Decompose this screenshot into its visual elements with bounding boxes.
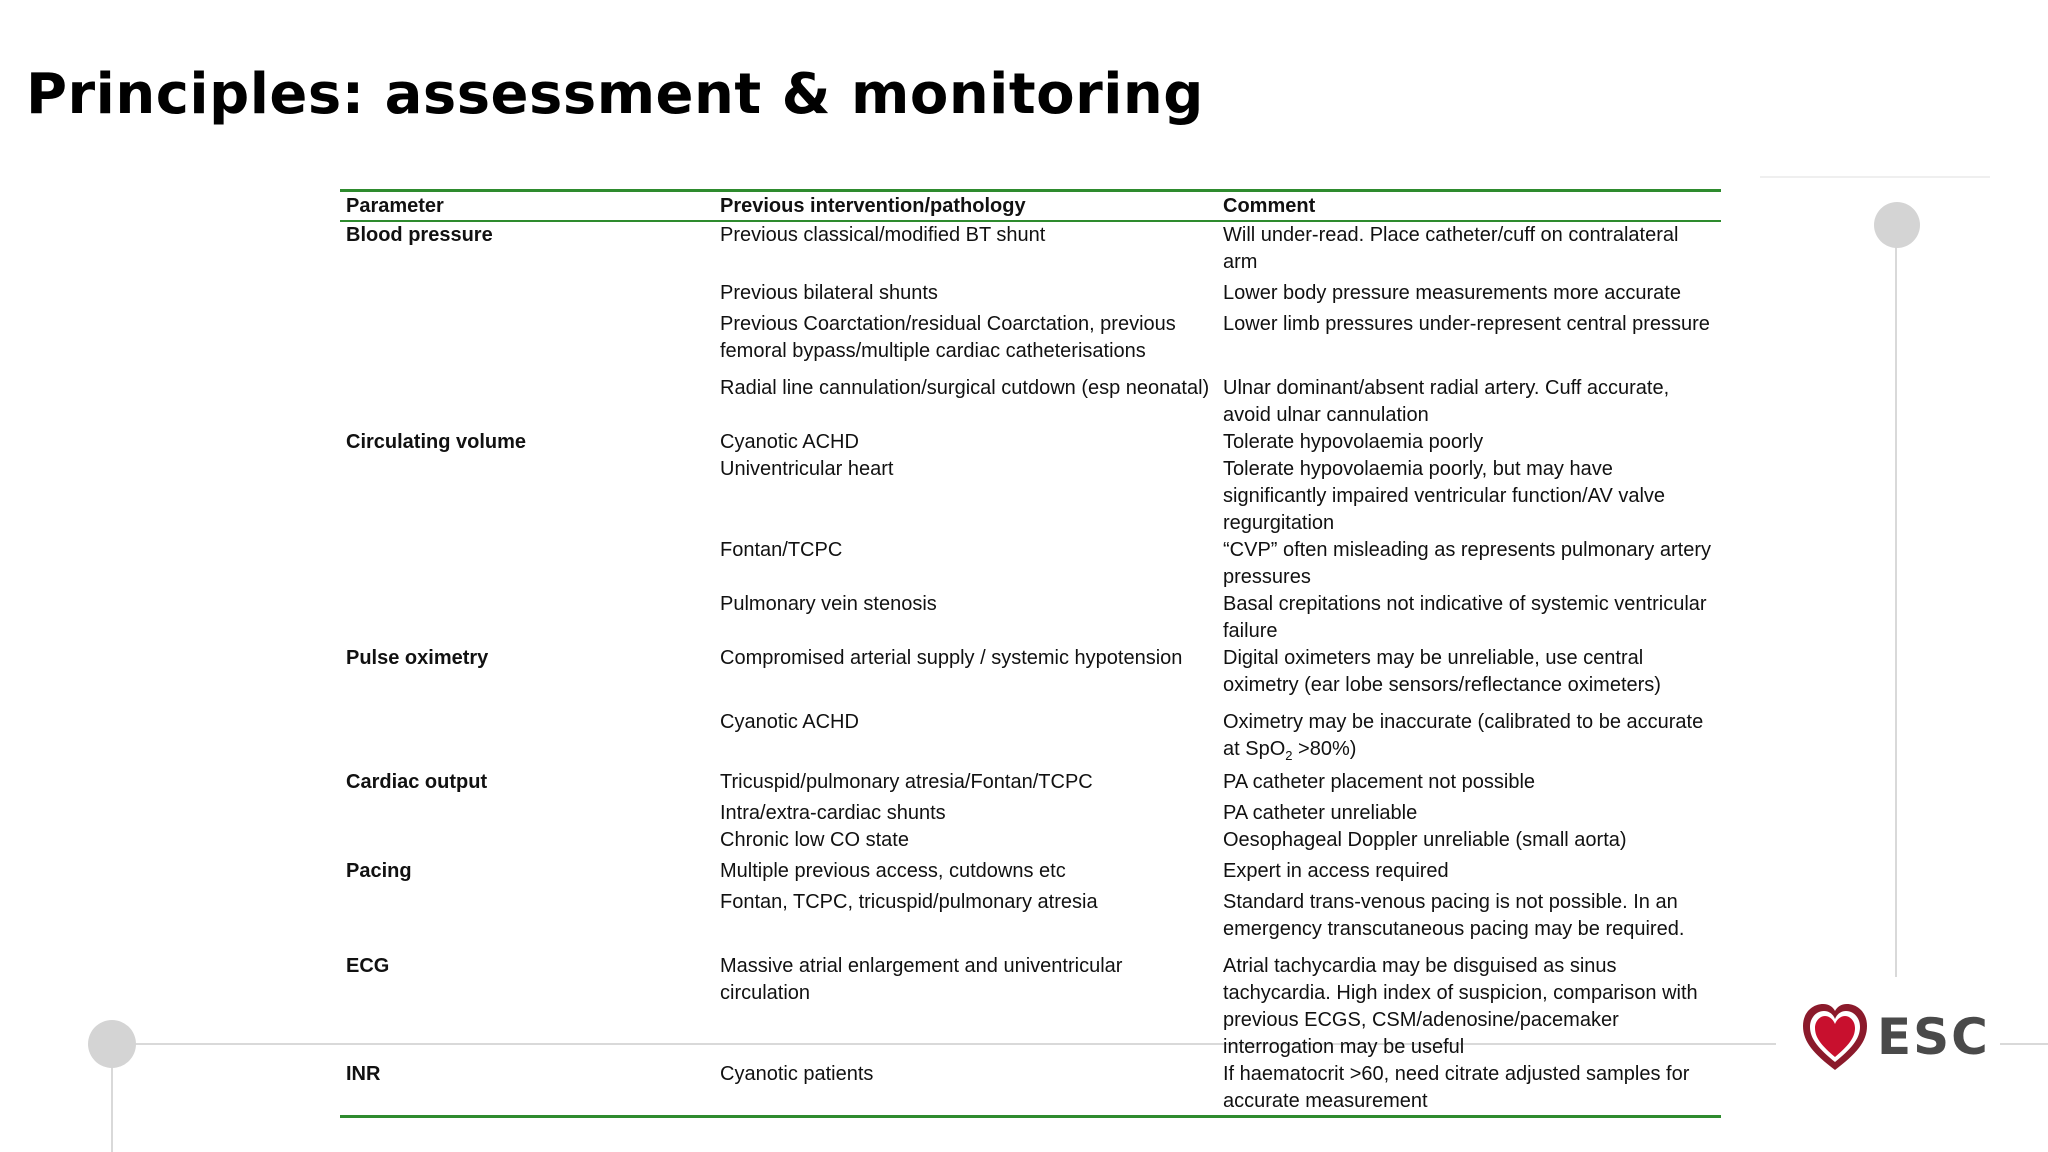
comment-text-end: >80%) <box>1292 738 1357 760</box>
table-header-row <box>340 192 1721 220</box>
row-parameter: Pulse oximetry <box>346 647 489 669</box>
table-row <box>340 276 1721 307</box>
subscript-2: 2 <box>1285 748 1293 763</box>
row-pathology: Intra/extra-cardiac shunts <box>720 802 946 824</box>
row-parameter <box>340 827 714 854</box>
row-comment: PA catheter placement not possible <box>1223 771 1536 793</box>
header-parameter: Parameter <box>346 195 444 217</box>
header-pathology: Previous intervention/pathology <box>720 195 1026 217</box>
row-pathology: Compromised arterial supply / systemic hypotension <box>720 647 1183 669</box>
row-pathology: Fontan/TCPC <box>720 539 843 561</box>
row-pathology: Previous classical/modified BT shunt <box>720 224 1046 246</box>
decor-dot-left <box>88 1020 136 1068</box>
table-row <box>340 943 1721 1061</box>
row-comment <box>1217 699 1721 769</box>
row-pathology: Tricuspid/pulmonary atresia/Fontan/TCPC <box>720 771 1093 793</box>
table-row <box>340 429 1721 456</box>
row-pathology: Pulmonary vein stenosis <box>720 593 937 615</box>
table-row <box>340 307 1721 365</box>
row-comment: PA catheter unreliable <box>1223 802 1418 824</box>
row-comment: Standard trans-venous pacing is not possible. In an emergency transcutaneous pacing may be required. <box>1223 891 1685 940</box>
row-comment: Lower body pressure measurements more accurate <box>1223 282 1681 304</box>
row-comment: Lower limb pressures under-represent central pressure <box>1223 313 1710 335</box>
row-comment: Will under-read. Place catheter/cuff on contralateral arm <box>1223 224 1679 273</box>
row-pathology: Previous Coarctation/residual Coarctation, previous femoral bypass/multiple cardiac catheterisations <box>720 313 1176 362</box>
row-comment: Oesophageal Doppler unreliable (small aorta) <box>1223 829 1627 851</box>
row-parameter <box>340 796 714 827</box>
row-pathology: Cyanotic ACHD <box>720 711 859 733</box>
row-pathology: Massive atrial enlargement and univentricular circulation <box>720 955 1123 1004</box>
heart-icon <box>1800 1000 1870 1076</box>
row-pathology: Chronic low CO state <box>720 829 909 851</box>
decor-line-left-vertical <box>111 1060 113 1152</box>
row-comment: Tolerate hypovolaemia poorly, but may have significantly impaired ventricular function/AV valve regurgitation <box>1223 458 1666 534</box>
table-bottom-rule <box>340 1115 1721 1118</box>
row-parameter <box>340 885 714 943</box>
table-row <box>340 365 1721 429</box>
table-row <box>340 885 1721 943</box>
row-pathology: Radial line cannulation/surgical cutdown (esp neonatal) <box>720 377 1210 399</box>
comment-text: Oximetry may be inaccurate (calibrated to be accurate at SpO <box>1223 711 1704 760</box>
slide-title: Principles: assessment & monitoring <box>26 62 1204 127</box>
table-row <box>340 456 1721 537</box>
row-parameter <box>340 365 714 429</box>
assessment-table <box>340 189 1721 1118</box>
row-pathology: Cyanotic ACHD <box>720 431 859 453</box>
table-row <box>340 769 1721 796</box>
row-parameter: Pacing <box>346 860 412 882</box>
row-parameter: Cardiac output <box>346 771 488 793</box>
row-comment: Atrial tachycardia may be disguised as sinus tachycardia. High index of suspicion, comparison with previous ECGS, CSM/adenosine/pacemaker interrogation may be useful <box>1223 955 1698 1058</box>
decor-dot-right <box>1874 202 1920 248</box>
row-parameter: INR <box>346 1063 381 1085</box>
decor-line-bottom-right <box>2000 1043 2048 1045</box>
table-row <box>340 699 1721 769</box>
row-parameter <box>340 456 714 537</box>
table-row <box>340 645 1721 699</box>
row-parameter: Blood pressure <box>346 224 493 246</box>
row-comment: If haematocrit >60, need citrate adjusted samples for accurate measurement <box>1223 1063 1690 1112</box>
row-parameter <box>340 591 714 645</box>
table-row <box>340 796 1721 827</box>
row-parameter <box>340 537 714 591</box>
row-pathology: Multiple previous access, cutdowns etc <box>720 860 1066 882</box>
row-parameter <box>340 699 714 769</box>
esc-logo <box>1800 1000 1990 1076</box>
row-parameter <box>340 307 714 365</box>
row-comment: “CVP” often misleading as represents pulmonary artery pressures <box>1223 539 1711 588</box>
row-comment: Tolerate hypovolaemia poorly <box>1223 431 1484 453</box>
table-row <box>340 591 1721 645</box>
row-pathology: Cyanotic patients <box>720 1063 874 1085</box>
decor-line-right-vertical <box>1895 225 1897 977</box>
row-pathology: Univentricular heart <box>720 458 894 480</box>
header-comment: Comment <box>1223 195 1316 217</box>
table-row <box>340 1061 1721 1115</box>
row-parameter: Circulating volume <box>346 431 527 453</box>
table-row <box>340 222 1721 276</box>
decor-line-right-top <box>1760 176 1990 178</box>
row-comment: Digital oximeters may be unreliable, use central oximetry (ear lobe sensors/reflectance oximeters) <box>1223 647 1661 696</box>
row-pathology: Fontan, TCPC, tricuspid/pulmonary atresia <box>720 891 1098 913</box>
row-comment: Ulnar dominant/absent radial artery. Cuff accurate, avoid ulnar cannulation <box>1223 377 1670 426</box>
table-row <box>340 537 1721 591</box>
row-parameter <box>340 276 714 307</box>
esc-logo-text: ESC <box>1877 1008 1990 1066</box>
row-comment: Expert in access required <box>1223 860 1449 882</box>
table-row <box>340 854 1721 885</box>
row-parameter: ECG <box>346 955 390 977</box>
row-comment: Basal crepitations not indicative of systemic ventricular failure <box>1223 593 1707 642</box>
row-pathology: Previous bilateral shunts <box>720 282 938 304</box>
table-row <box>340 827 1721 854</box>
